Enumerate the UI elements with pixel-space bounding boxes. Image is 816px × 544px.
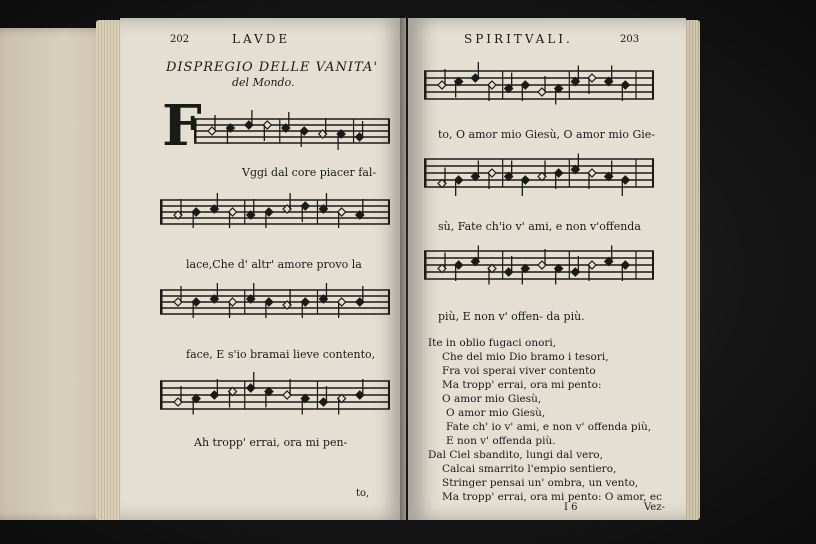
music-staff: [424, 148, 654, 200]
verse-line: E non v' offenda più.: [446, 435, 556, 447]
hymn-subtitle: del Mondo.: [232, 76, 295, 89]
catchword: Vez-: [644, 502, 665, 513]
verse-line: Ma tropp' errai, ora mi pento:: [442, 379, 602, 391]
verse-line: O amor mio Giesù,: [442, 393, 542, 405]
music-staff: [160, 370, 390, 422]
verse-line: Ma tropp' errai, ora mi pento: O amor, ec: [442, 491, 662, 503]
signature-mark: I 6: [564, 502, 578, 513]
previous-leaf: [0, 28, 108, 520]
music-staff: [160, 280, 390, 324]
page-number: 203: [620, 34, 640, 45]
verse-line: Ite in oblio fugaci onori,: [428, 337, 557, 349]
right-page: [408, 18, 686, 520]
lyric-line: Ah tropp' errai, ora mi pen-: [194, 436, 348, 449]
music-staff: [424, 60, 654, 112]
left-page: [120, 18, 406, 520]
verse-text: [428, 336, 684, 504]
lyric-line: Vggi dal core piacer fal-: [242, 166, 377, 179]
music-staff: [160, 190, 390, 234]
signature-mark: to,: [356, 488, 370, 499]
drop-cap: F: [162, 93, 202, 159]
lyric-line: to, O amor mio Giesù, O amor mio Gie-: [438, 128, 656, 141]
right-page-edges: [684, 20, 700, 520]
music-staff: [424, 240, 654, 292]
verse-line: Fra voi sperai viver contento: [442, 365, 596, 377]
page-number: 202: [170, 34, 190, 45]
running-head: LAVDE: [232, 32, 291, 46]
left-page-edges: [96, 20, 122, 520]
verse-line: Calcai smarrito l'empio sentiero,: [442, 463, 617, 475]
verse-line: O amor mio Giesù,: [446, 407, 546, 419]
lyric-line: face, E s'io bramai lieve contento,: [186, 348, 376, 361]
verse-line: Dal Ciel sbandito, lungi dal vero,: [428, 449, 603, 461]
music-staff: [194, 110, 390, 152]
lyric-line: lace,Che d' altr' amore provo la: [186, 258, 362, 271]
verse-line: Che del mio Dio bramo i tesori,: [442, 351, 609, 363]
running-head: SPIRITVALI.: [464, 32, 573, 46]
lyric-line: sù, Fate ch'io v' ami, e non v'offenda: [438, 220, 641, 233]
hymn-title: DISPREGIO DELLE VANITA': [166, 60, 378, 75]
verse-line: Stringer pensai un' ombra, un vento,: [442, 477, 639, 489]
verse-line: Fate ch' io v' ami, e non v' offenda più,: [446, 421, 652, 433]
lyric-line: più, E non v' offen- da più.: [438, 310, 585, 323]
